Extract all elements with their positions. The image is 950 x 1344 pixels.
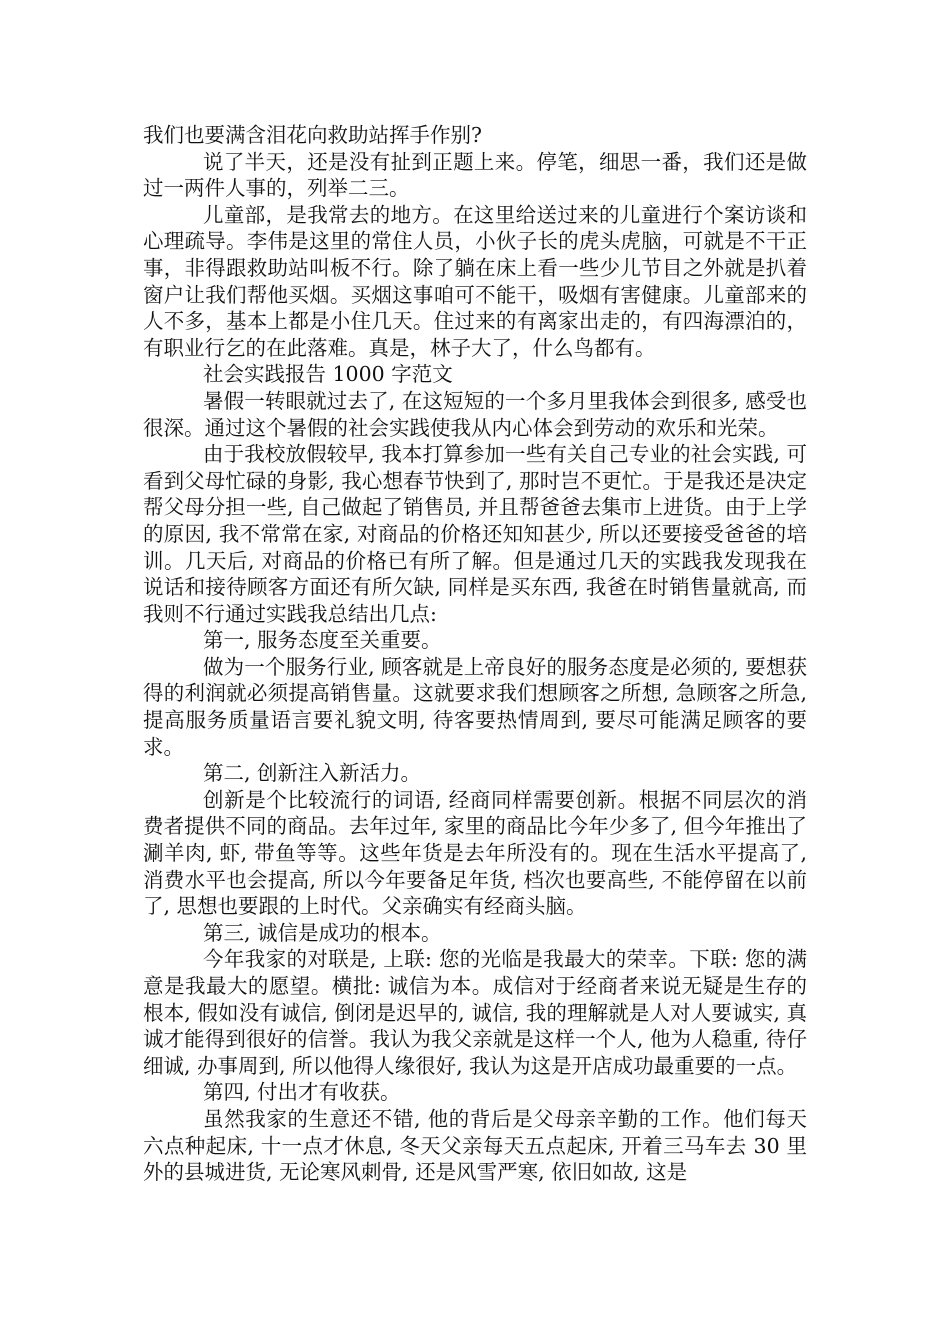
paragraph: 今年我家的对联是, 上联: 您的光临是我最大的荣幸。下联: 您的满意是我最大的愿望。横批: 诚信为本。成信对于经商者来说无疑是生存的根本, 假如没有诚信, 倒闭是迟早的, 诚信, 我的理解就是人对人要诚实, 真诚才能得到很好的信誉。我认为我父亲就是这样一个人, 他为人稳重, 待仔细诚, 办事周到, 所以他得人缘很好, 我认为这是开店成功最重要的一点。 (143, 947, 807, 1078)
paragraph: 由于我校放假较早, 我本打算参加一些有关自己专业的社会实践, 可看到父母忙碌的身影, 我心想春节快到了, 那时岂不更忙。于是我还是决定帮父母分担一些, 自己做起了销售员, 并且帮爸爸去集市上进货。由于上学的原因, 我不常常在家, 对商品的价格还知知甚少, 所以还要接受爸爸的培训。几天后, 对商品的价格已有所了解。但是通过几天的实践我发现我在说话和接待顾客方面还有所欠缺, 同样是买东西, 我爸在时销售量就高, 而我则不行通过实践我总结出几点: (143, 442, 807, 626)
point-heading: 第二, 创新注入新活力。 (203, 761, 422, 786)
section-title: 社会实践报告 1000 字范文 (203, 362, 453, 387)
paragraph: 说了半天，还是没有扯到正题上来。停笔，细思一番，我们还是做过一两件人事的，列举二三。 (143, 149, 807, 201)
point-heading: 第三, 诚信是成功的根本。 (203, 920, 442, 945)
paragraph: 做为一个服务行业, 顾客就是上帝良好的服务态度是必须的, 要想获得的利润就必须提高销售量。这就要求我们想顾客之所想, 急顾客之所急, 提高服务质量语言要礼貌文明, 待客要热情周到, 要尽可能满足顾客的要求。 (143, 654, 807, 759)
paragraph: 儿童部，是我常去的地方。在这里给送过来的儿童进行个案访谈和心理疏导。李伟是这里的常住人员，小伙子长的虎头虎脑，可就是不干正事，非得跟救助站叫板不行。除了躺在床上看一些少儿节目之外就是扒着窗户让我们帮他买烟。买烟这事咱可不能干，吸烟有害健康。儿童部来的人不多，基本上都是小住几天。住过来的有离家出走的，有四海漂泊的，有职业行乞的在此落难。真是，林子大了，什么鸟都有。 (143, 202, 807, 360)
point-heading: 第四, 付出才有收获。 (203, 1080, 401, 1105)
point-heading: 第一, 服务态度至关重要。 (203, 628, 442, 653)
paragraph: 暑假一转眼就过去了, 在这短短的一个多月里我体会到很多, 感受也很深。通过这个暑假的社会实践使我从内心体会到劳动的欢乐和光荣。 (143, 388, 807, 440)
document-body (143, 122, 807, 1186)
paragraph: 创新是个比较流行的词语, 经商同样需要创新。根据不同层次的消费者提供不同的商品。去年过年, 家里的商品比今年少多了, 但今年推出了涮羊肉, 虾, 带鱼等等。这些年货是去年所没有的。现在生活水平提高了, 消费水平也会提高, 所以今年要备足年货, 档次也要高些, 不能停留在以前了, 思想也要跟的上时代。父亲确实有经商头脑。 (143, 787, 807, 919)
paragraph: 我们也要满含泪花向救助站挥手作别? (143, 123, 482, 147)
paragraph: 虽然我家的生意还不错, 他的背后是父母亲辛勤的工作。他们每天六点种起床, 十一点才休息, 冬天父亲每天五点起床, 开着三马车去 30 里外的县城进货, 无论寒风刺骨, 还是风雪严寒, 依旧如故, 这是 (143, 1106, 807, 1185)
